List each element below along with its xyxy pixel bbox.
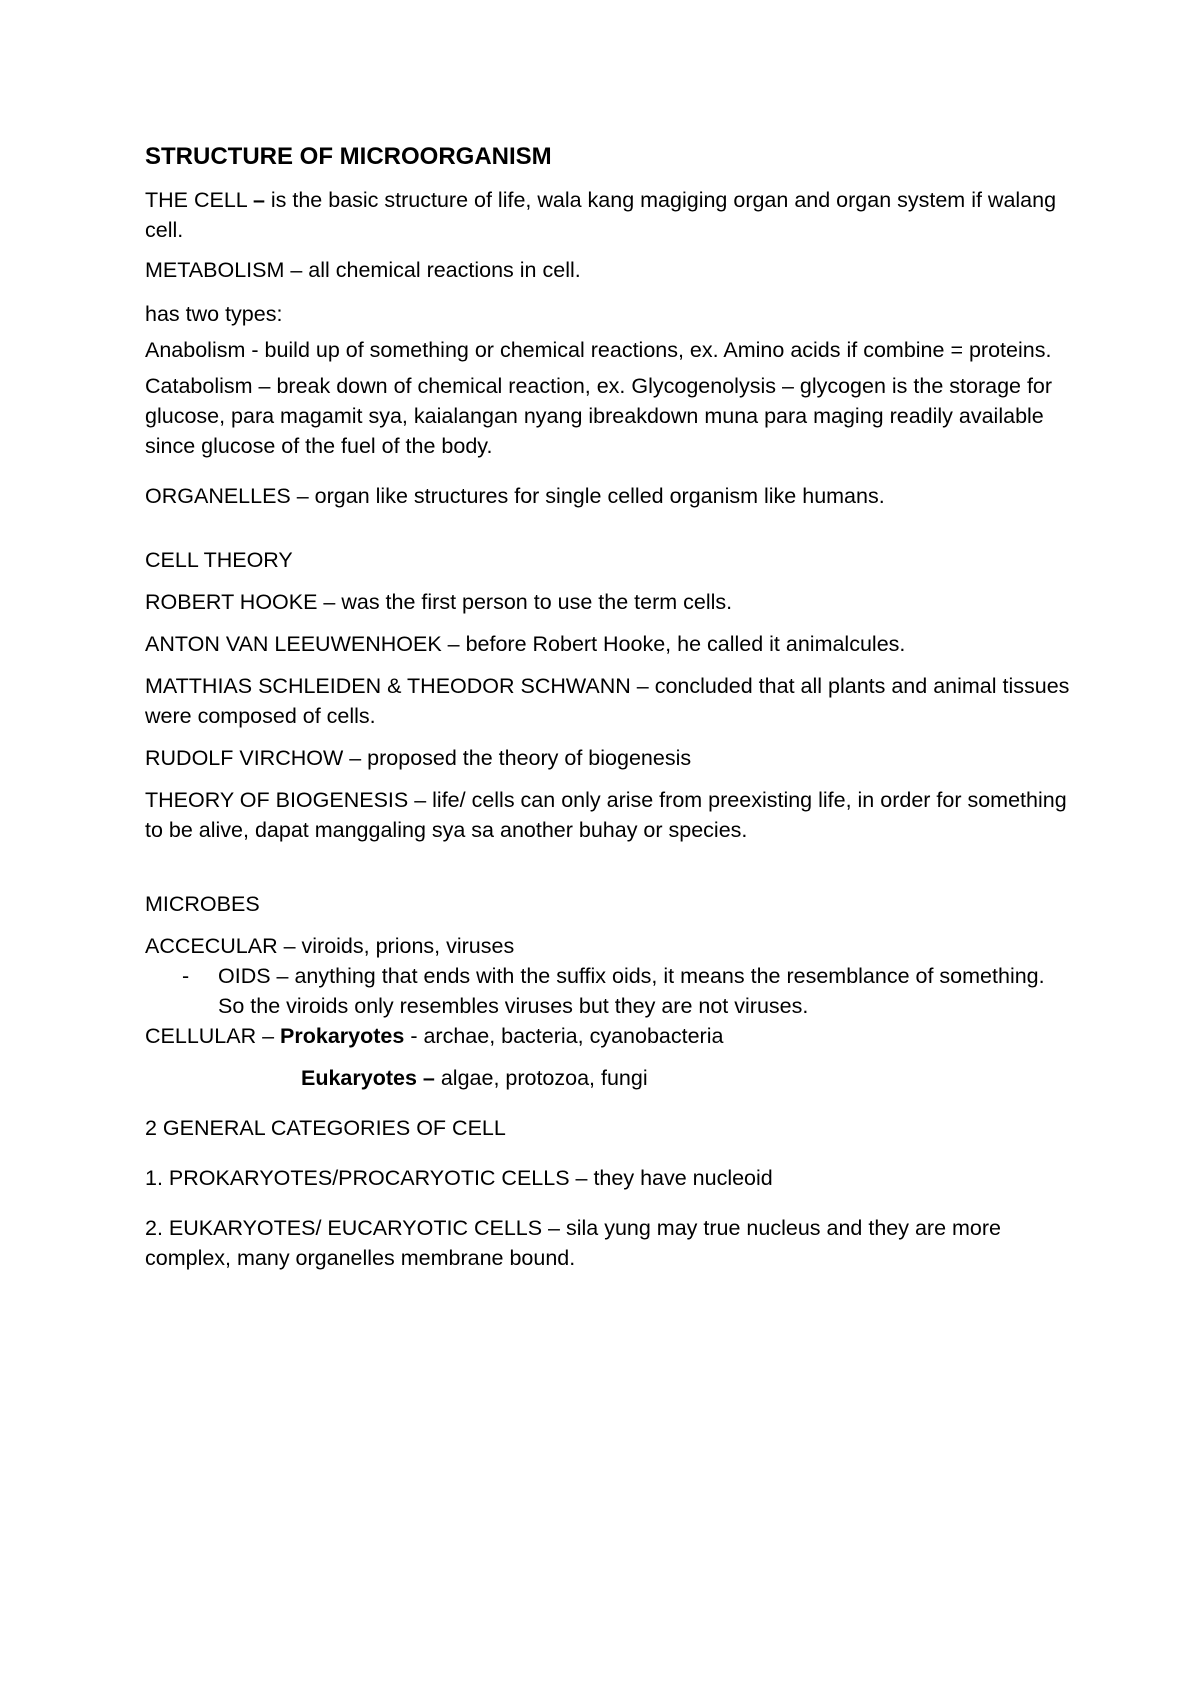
two-types-label: has two types:: [145, 302, 283, 326]
biogenesis-entry: THEORY OF BIOGENESIS – life/ cells can only arise from preexisting life, in order for something to be alive, dapat manggaling sya sa another buhay or species.: [145, 788, 1067, 842]
leeuwenhoek-entry: ANTON VAN LEEUWENHOEK – before Robert Hooke, he called it animalcules.: [145, 632, 906, 656]
prokaryotes-term: Prokaryotes: [280, 1024, 405, 1048]
categories-heading: 2 GENERAL CATEGORIES OF CELL: [145, 1116, 506, 1140]
virchow-entry: RUDOLF VIRCHOW – proposed the theory of biogenesis: [145, 746, 692, 770]
oids-bullet: [145, 961, 1075, 1021]
schleiden-schwann-entry: MATTHIAS SCHLEIDEN & THEODOR SCHWANN – concluded that all plants and animal tissues were composed of cells.: [145, 674, 1070, 728]
catabolism-definition: Catabolism – break down of chemical reaction, ex. Glycogenolysis – glycogen is the storage for glucose, para magamit sya, kaialangan nyang ibreakdown muna para maging readily available since glucose of the fuel of the body.: [145, 374, 1053, 458]
cell-theory-heading: CELL THEORY: [145, 548, 293, 572]
cell-term: THE CELL: [145, 188, 253, 212]
bullet-dash: -: [182, 964, 190, 988]
eukaryotes-text: algae, protozoa, fungi: [434, 1066, 648, 1090]
microbes-heading: MICROBES: [145, 892, 260, 916]
organelles-definition: ORGANELLES – organ like structures for single celled organism like humans.: [145, 484, 885, 508]
cellular-entry: [145, 1021, 1075, 1051]
metabolism-definition: METABOLISM – all chemical reactions in cell.: [145, 258, 581, 282]
oids-text: OIDS – anything that ends with the suffix oids, it means the resemblance of something. So the viroids only resembles viruses but they are not viruses.: [218, 964, 1045, 1018]
cell-definition: [145, 185, 1075, 245]
eukaryotes-term: Eukaryotes –: [301, 1066, 435, 1090]
hooke-entry: ROBERT HOOKE – was the first person to use the term cells.: [145, 590, 733, 614]
cell-dash: –: [252, 188, 265, 212]
category-1: 1. PROKARYOTES/PROCARYOTIC CELLS – they have nucleoid: [145, 1166, 773, 1190]
category-2: 2. EUKARYOTES/ EUCARYOTIC CELLS – sila yung may true nucleus and they are more complex, many organelles membrane bound.: [145, 1216, 1001, 1270]
eukaryotes-entry: [145, 1063, 1075, 1093]
anabolism-definition: Anabolism - build up of something or chemical reactions, ex. Amino acids if combine = proteins.: [145, 338, 1052, 362]
document-page: [145, 140, 1075, 1273]
accecular-entry: ACCECULAR – viroids, prions, viruses: [145, 934, 515, 958]
document-title: STRUCTURE OF MICROORGANISM: [145, 143, 552, 170]
prokaryotes-text: - archae, bacteria, cyanobacteria: [404, 1024, 724, 1048]
cellular-prefix: CELLULAR –: [145, 1024, 281, 1048]
cell-text: is the basic structure of life, wala kang magiging organ and organ system if walang cell.: [145, 188, 1057, 242]
